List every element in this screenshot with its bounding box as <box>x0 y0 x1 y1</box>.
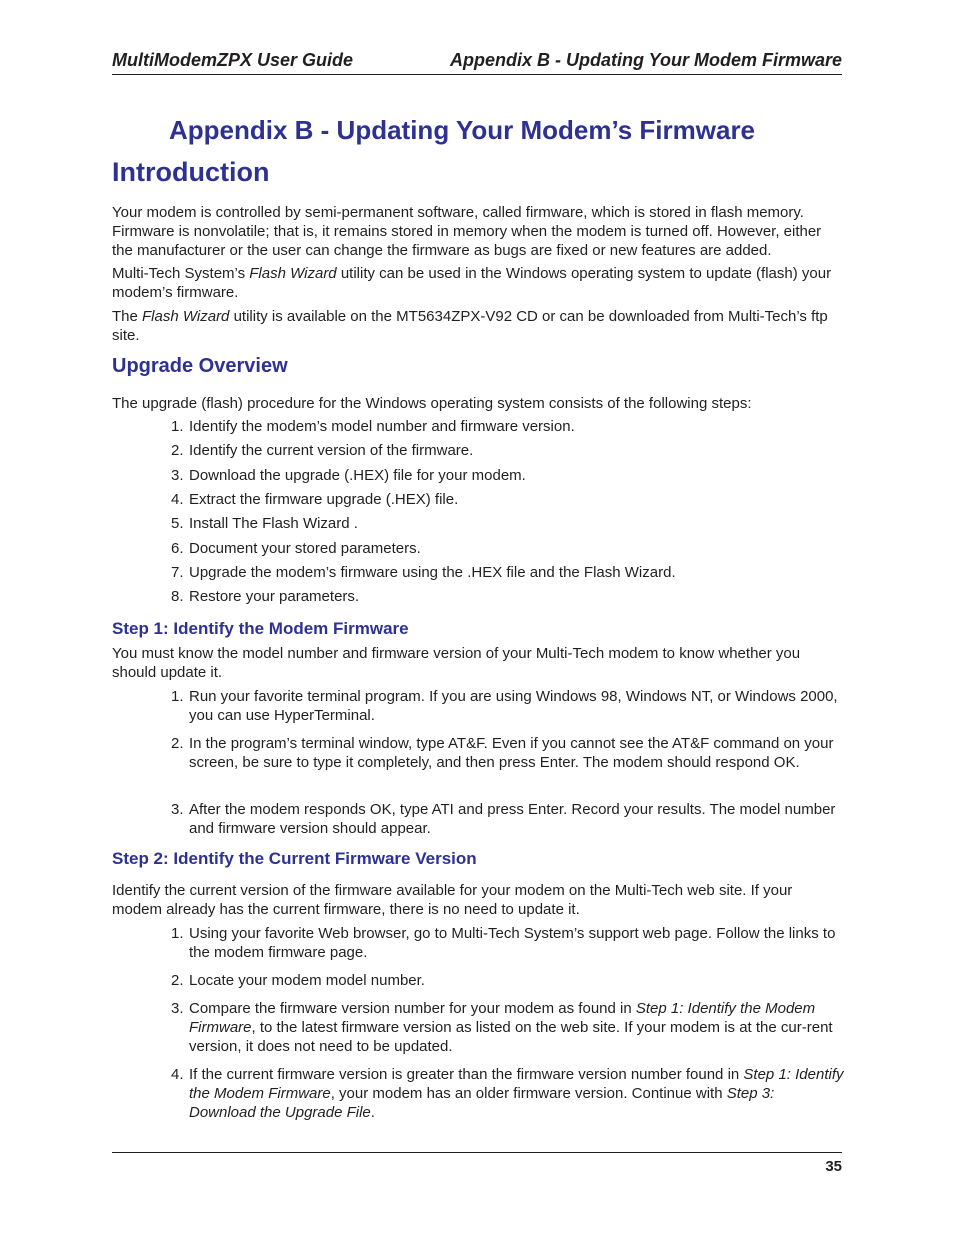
step-1-heading: Step 1: Identify the Modem Firmware <box>112 619 409 638</box>
list-item: 1. Identify the modem’s model number and firmware version. <box>171 418 575 435</box>
list-item: 3. After the modem responds OK, type ATI and press Enter. Record your results. The model number and firmware version should appear. <box>171 801 836 837</box>
running-header <box>112 50 842 72</box>
introduction-heading: Introduction <box>112 157 270 187</box>
step-1-intro: You must know the model number and firmware version of your Multi-Tech modem to know whether you should update it. <box>112 645 801 681</box>
step-2-intro: Identify the current version of the firmware available for your modem on the Multi-Tech web site. If your modem already has the current firmware, there is no need to update it. <box>112 882 793 918</box>
list-item: 1. Using your favorite Web browser, go to Multi-Tech System’s support web page. Follow the links to the modem firmware page. <box>171 925 836 961</box>
list-item: 2. Locate your modem model number. <box>171 972 425 989</box>
list-item: 8. Restore your parameters. <box>171 588 360 605</box>
intro-paragraph-1: Your modem is controlled by semi-permanent software, called firmware, which is stored in flash memory. Firmware is nonvolatile; that is, it remains stored in memory when the modem is turned off. However, either the manufacturer or the user can change the firmware as bugs are fixed or new features are added. <box>112 204 822 259</box>
header-rule <box>112 74 842 75</box>
header-chapter-title: Appendix B - Updating Your Modem Firmware <box>449 50 842 70</box>
list-item: 2. Identify the current version of the firmware. <box>171 442 474 459</box>
list-item: 3. Download the upgrade (.HEX) file for your modem. <box>171 467 526 484</box>
page-number: 35 <box>825 1158 842 1175</box>
upgrade-overview-heading: Upgrade Overview <box>112 355 288 377</box>
footer-rule <box>112 1152 842 1153</box>
list-item: 7. Upgrade the modem’s firmware using the .HEX file and the Flash Wizard. <box>171 564 676 581</box>
header-guide-title: MultiModemZPX User Guide <box>112 50 354 70</box>
list-item: 6. Document your stored parameters. <box>171 540 421 557</box>
list-item: 3. Compare the firmware version number for your modem as found in Step 1: Identify the Modem Firmware, to the latest firmware version as listed on the web site. If your modem is at the cur-rent version, it does not need to be updated. <box>171 1000 833 1055</box>
overview-intro: The upgrade (flash) procedure for the Windows operating system consists of the following steps: <box>112 395 752 412</box>
intro-paragraph-2: Multi-Tech System’s Flash Wizard utility can be used in the Windows operating system to update (flash) your modem’s firmware. <box>112 265 832 301</box>
list-item: 2. In the program’s terminal window, type AT&F. Even if you cannot see the AT&F command on your screen, be sure to type it completely, and then press Enter. The modem should respond OK. <box>171 735 834 771</box>
step-2-heading: Step 2: Identify the Current Firmware Version <box>112 849 477 868</box>
list-item: 4. Extract the firmware upgrade (.HEX) file. <box>171 491 459 508</box>
page-title: Appendix B - Updating Your Modem’s Firmware <box>169 115 756 145</box>
list-item: 5. Install The Flash Wizard . <box>171 515 358 532</box>
list-item: 1. Run your favorite terminal program. If you are using Windows 98, Windows NT, or Windows 2000, you can use HyperTerminal. <box>171 688 838 724</box>
list-item: 4. If the current firmware version is greater than the firmware version number found in Step 1: Identify the Modem Firmware, your modem has an older firmware version. Continue with Step 3: Download the Upgrade File. <box>171 1066 844 1121</box>
intro-paragraph-3: The Flash Wizard utility is available on the MT5634ZPX-V92 CD or can be downloaded from Multi-Tech’s ftp site. <box>112 308 828 344</box>
